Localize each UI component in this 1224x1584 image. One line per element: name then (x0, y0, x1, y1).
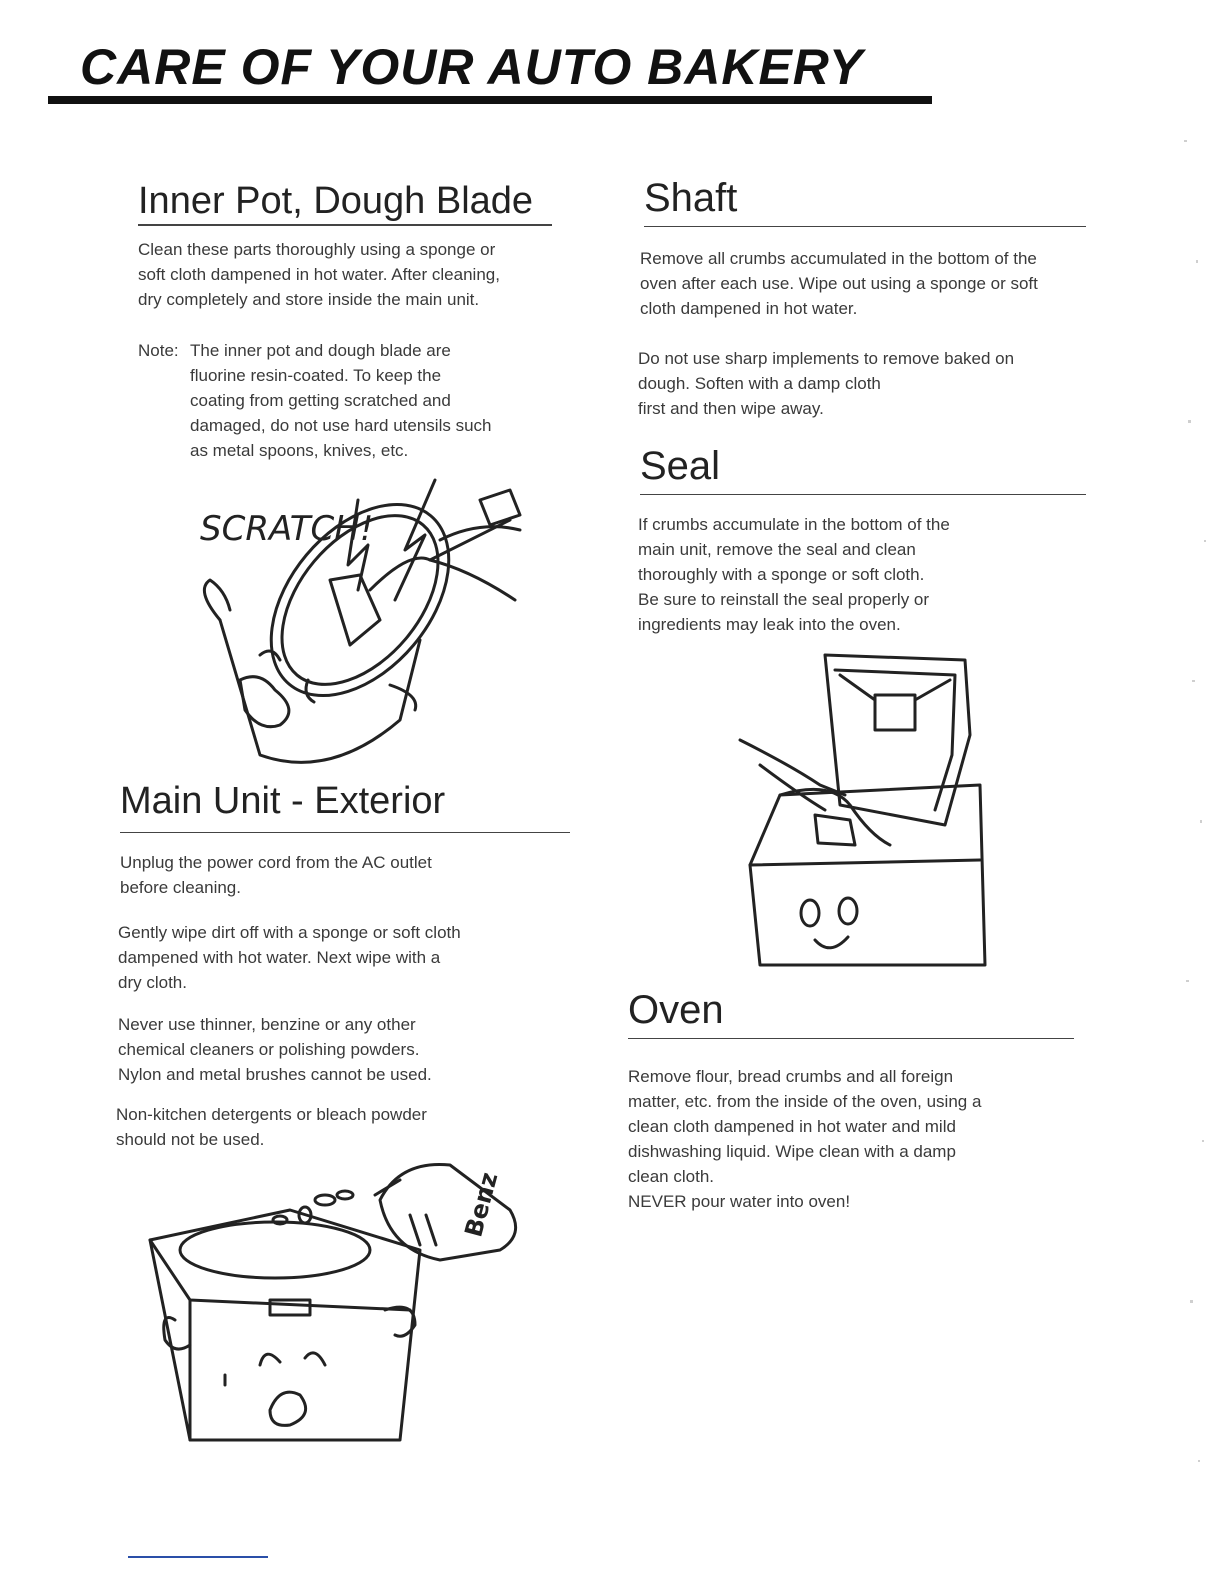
main-unit-heading: Main Unit - Exterior (120, 780, 446, 822)
page-title: CARE OF YOUR AUTO BAKERY (80, 39, 864, 95)
seal-heading-rule (640, 494, 1086, 495)
inner-pot-heading-rule (138, 224, 552, 226)
seal-cleaning-illustration (730, 645, 1000, 985)
pot-scratch-illustration (180, 470, 540, 790)
oven-heading: Oven (628, 988, 724, 1032)
main-unit-paragraph-3: Never use thinner, benzine or any other chemical cleaners or polishing powders. Nylon and metal brushes cannot be used. (118, 1015, 432, 1084)
scratch-label: SCRATCH! (200, 509, 374, 549)
main-unit-paragraph-2: Gently wipe dirt off with a sponge or soft cloth dampened with hot water. Next wipe with a dry cloth. (118, 923, 461, 992)
footer-rule (128, 1556, 268, 1558)
main-unit-heading-rule (120, 832, 570, 833)
scan-edge-speckle (1144, 120, 1224, 1560)
oven-heading-rule (628, 1038, 1074, 1039)
inner-pot-note-label: Note: (138, 341, 179, 360)
oven-body: Remove flour, bread crumbs and all foreign matter, etc. from the inside of the oven, using a clean cloth dampened in hot water and mild dishwashing liquid. Wipe clean with a damp clean cloth. NEVER pour water into oven! (628, 1067, 982, 1211)
shaft-heading: Shaft (644, 176, 738, 220)
shaft-paragraph-1: Remove all crumbs accumulated in the bottom of the oven after each use. Wipe out using a sponge or soft cloth dampened in hot water. (640, 249, 1038, 318)
benz-can-label: Benz (459, 1169, 504, 1240)
seal-body: If crumbs accumulate in the bottom of the main unit, remove the seal and clean thoroughly with a sponge or soft cloth. Be sure to reinstall the seal properly or ingredients may leak into the oven. (638, 515, 950, 634)
inner-pot-heading: Inner Pot, Dough Blade (138, 180, 534, 222)
benzine-spray-illustration (130, 1140, 550, 1460)
main-unit-paragraph-1: Unplug the power cord from the AC outlet before cleaning. (120, 853, 432, 897)
shaft-paragraph-2: Do not use sharp implements to remove baked on dough. Soften with a damp cloth first and then wipe away. (638, 349, 1015, 418)
shaft-heading-rule (644, 226, 1086, 227)
inner-pot-body: Clean these parts thoroughly using a sponge or soft cloth dampened in hot water. After cleaning, dry completely and store inside the main unit. (138, 240, 500, 309)
title-underline (48, 96, 932, 104)
seal-heading: Seal (640, 444, 721, 488)
main-unit-paragraph-4: Non-kitchen detergents or bleach powder should not be used. (116, 1105, 427, 1149)
inner-pot-note: The inner pot and dough blade are fluorine resin-coated. To keep the coating from getting scratched and damaged, do not use hard utensils such as metal spoons, knives, etc. (190, 341, 492, 460)
